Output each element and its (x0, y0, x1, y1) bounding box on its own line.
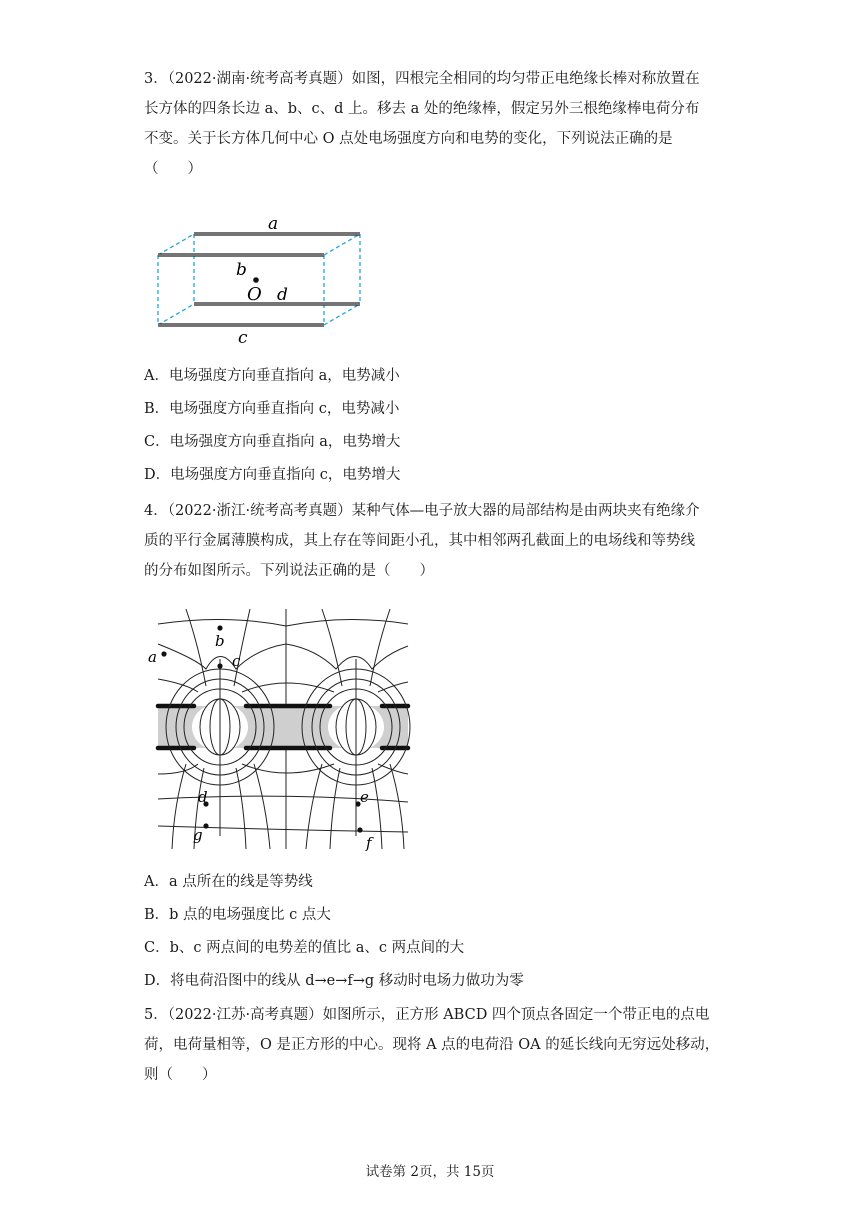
dashed-edge (158, 234, 194, 255)
point-c (217, 663, 222, 668)
question-3-blank: （ ） (144, 161, 202, 177)
question-3-option-c: C．电场强度方向垂直指向 a，电势增大 (144, 434, 401, 450)
label-b: b (215, 632, 225, 650)
question-5-line-3: 则（ ） (144, 1067, 217, 1083)
question-4-option-b: B．b 点的电场强度比 c 点大 (144, 907, 331, 923)
label-e: e (360, 788, 369, 806)
question-4-figure (146, 604, 422, 854)
question-3-option-d: D．电场强度方向垂直指向 c，电势增大 (144, 467, 401, 483)
question-5-line-2: 荷，电荷量相等，O 是正方形的中心。现将 A 点的电荷沿 OA 的延长线向无穷远处移动， (144, 1037, 720, 1053)
question-3-line-1: 3．（2022·湖南·统考高考真题）如图，四根完全相同的均匀带正电绝缘长棒对称放置在 (144, 71, 700, 87)
label-g: g (193, 826, 203, 844)
point-f (357, 827, 362, 832)
question-4-line-1: 4．（2022·浙江·统考高考真题）某种气体—电子放大器的局部结构是由两块夹有绝缘介 (144, 503, 700, 519)
dashed-edge (324, 234, 360, 255)
label-a: a (268, 214, 279, 234)
question-3-line-2: 长方体的四条长边 a、b、c、d 上。移去 a 处的绝缘棒，假定另外三根绝缘棒电荷分布 (144, 101, 700, 117)
question-3-option-a: A．电场强度方向垂直指向 a，电势减小 (144, 368, 400, 384)
question-4-option-a: A．a 点所在的线是等势线 (144, 874, 313, 890)
label-b: b (236, 260, 247, 280)
question-5-line-1: 5．（2022·江苏·高考真题）如图所示，正方形 ABCD 四个顶点各固定一个带正电的点电 (144, 1007, 710, 1023)
label-o: O (247, 284, 262, 305)
label-f: f (366, 834, 372, 852)
label-a: a (148, 648, 157, 666)
page-footer: 试卷第 2页，共 15页 (365, 1164, 495, 1180)
question-3-option-b: B．电场强度方向垂直指向 c，电势减小 (144, 401, 400, 417)
point-b (217, 625, 222, 630)
question-4-stem (144, 496, 724, 586)
dashed-edge (324, 304, 360, 325)
question-4-option-c: C．b、c 两点间的电势差的值比 a、c 两点间的大 (144, 940, 465, 956)
point-a (161, 651, 166, 656)
dashed-edge (158, 304, 194, 325)
point-g (203, 823, 208, 828)
question-4-line-2: 质的平行金属薄膜构成，其上存在等间距小孔，其中相邻两孔截面上的电场线和等势线 (144, 533, 695, 549)
label-d: d (277, 285, 288, 305)
question-4-line-3: 的分布如图所示。下列说法正确的是（ ） (144, 563, 434, 579)
label-d: d (198, 788, 208, 806)
label-c: c (232, 652, 241, 670)
question-3-figure (150, 210, 370, 350)
center-point-o (253, 277, 259, 283)
question-5-stem (144, 1000, 724, 1090)
label-c: c (238, 328, 248, 348)
question-3-stem (144, 64, 724, 184)
question-3-line-3: 不变。关于长方体几何中心 O 点处电场强度方向和电势的变化，下列说法正确的是 (144, 131, 673, 147)
question-4-option-d: D．将电荷沿图中的线从 d→e→f→g 移动时电场力做功为零 (144, 973, 524, 989)
